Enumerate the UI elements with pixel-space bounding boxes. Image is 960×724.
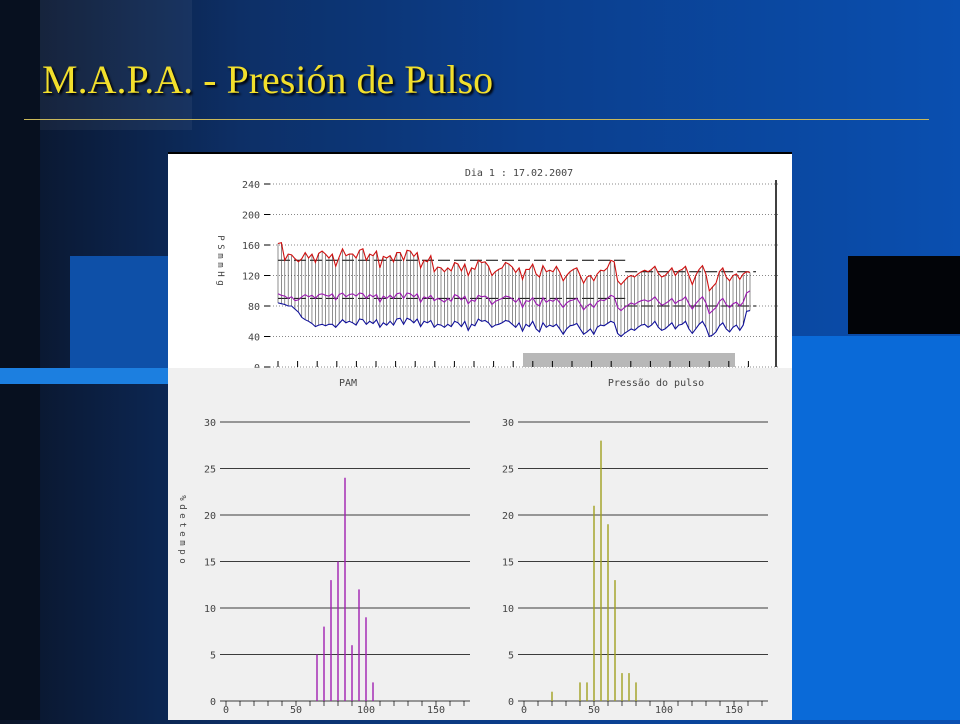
y-tick-label: 40 [247, 332, 260, 344]
bg-block-bright [792, 336, 960, 720]
x-tick-label: 150 [724, 705, 744, 716]
y-tick-label: 240 [241, 180, 260, 191]
abpm-chart-panel [168, 152, 792, 368]
y-label-char: g [215, 280, 225, 286]
y-tick-label: 0 [209, 697, 216, 708]
y-tick-label: 20 [203, 511, 216, 522]
y-label-char: e [177, 513, 187, 519]
y-tick-label: 80 [247, 302, 260, 313]
y-label-char: p [177, 549, 187, 555]
x-tick-label: 150 [426, 705, 446, 716]
y-tick-label: 10 [501, 604, 514, 615]
slide-title: M.A.P.A. - Presión de Pulso [42, 57, 494, 102]
y-tick-label: 5 [209, 650, 216, 662]
y-tick-label: 30 [203, 418, 216, 429]
series-line-2 [278, 303, 750, 337]
y-tick-label: 120 [241, 271, 260, 283]
y-tick-label: 30 [501, 418, 514, 429]
y-axis-label [215, 235, 225, 285]
title-divider [24, 119, 929, 120]
bg-stripe-cyan [0, 368, 168, 384]
y-tick-label: 0 [507, 697, 514, 708]
histogram-charts [168, 368, 792, 720]
series-line-1 [278, 291, 750, 314]
y-label-char: d [177, 504, 187, 510]
y-label-char: t [177, 522, 187, 528]
y-label-char: S [215, 244, 225, 250]
x-tick-label: 0 [520, 705, 528, 716]
y-label-char: P [215, 235, 225, 241]
x-tick-label: 50 [289, 705, 303, 716]
series-line-0 [278, 243, 750, 291]
bg-stripe-dark [0, 0, 40, 720]
pulse-pressure-histogram-title: Pressão do pulso [607, 378, 705, 389]
y-tick-label: 200 [241, 210, 260, 222]
x-tick-label: 0 [222, 705, 230, 716]
y-tick-label: 160 [241, 241, 260, 252]
y-tick-label: 15 [203, 557, 216, 569]
y-label-char: e [177, 531, 187, 537]
y-tick-label: 5 [507, 650, 514, 662]
y-tick-label: 25 [203, 464, 216, 476]
y-label-char: H [215, 271, 225, 277]
x-tick-label: 100 [654, 705, 674, 716]
y-label-char: o [177, 558, 187, 564]
histogram-y-axis-label [177, 495, 187, 563]
y-label-char: m [215, 262, 225, 268]
abpm-chart [168, 152, 792, 368]
histogram-panel [168, 368, 792, 720]
y-tick-label: 25 [501, 464, 514, 476]
y-label-char: m [177, 540, 187, 546]
y-label-char: % [177, 495, 187, 501]
x-tick-label: 50 [587, 705, 601, 716]
bg-block-mid [70, 256, 168, 368]
y-label-char: m [215, 253, 225, 259]
chart-title: Dia 1 : 17.02.2007 [464, 168, 574, 179]
x-tick-label: 100 [356, 705, 376, 716]
y-tick-label: 20 [501, 511, 514, 522]
y-tick-label: 10 [203, 604, 216, 615]
pam-histogram-title: PAM [338, 378, 358, 389]
night-period-bar [523, 353, 735, 367]
y-tick-label: 15 [501, 557, 514, 569]
bg-block-black [848, 256, 960, 334]
